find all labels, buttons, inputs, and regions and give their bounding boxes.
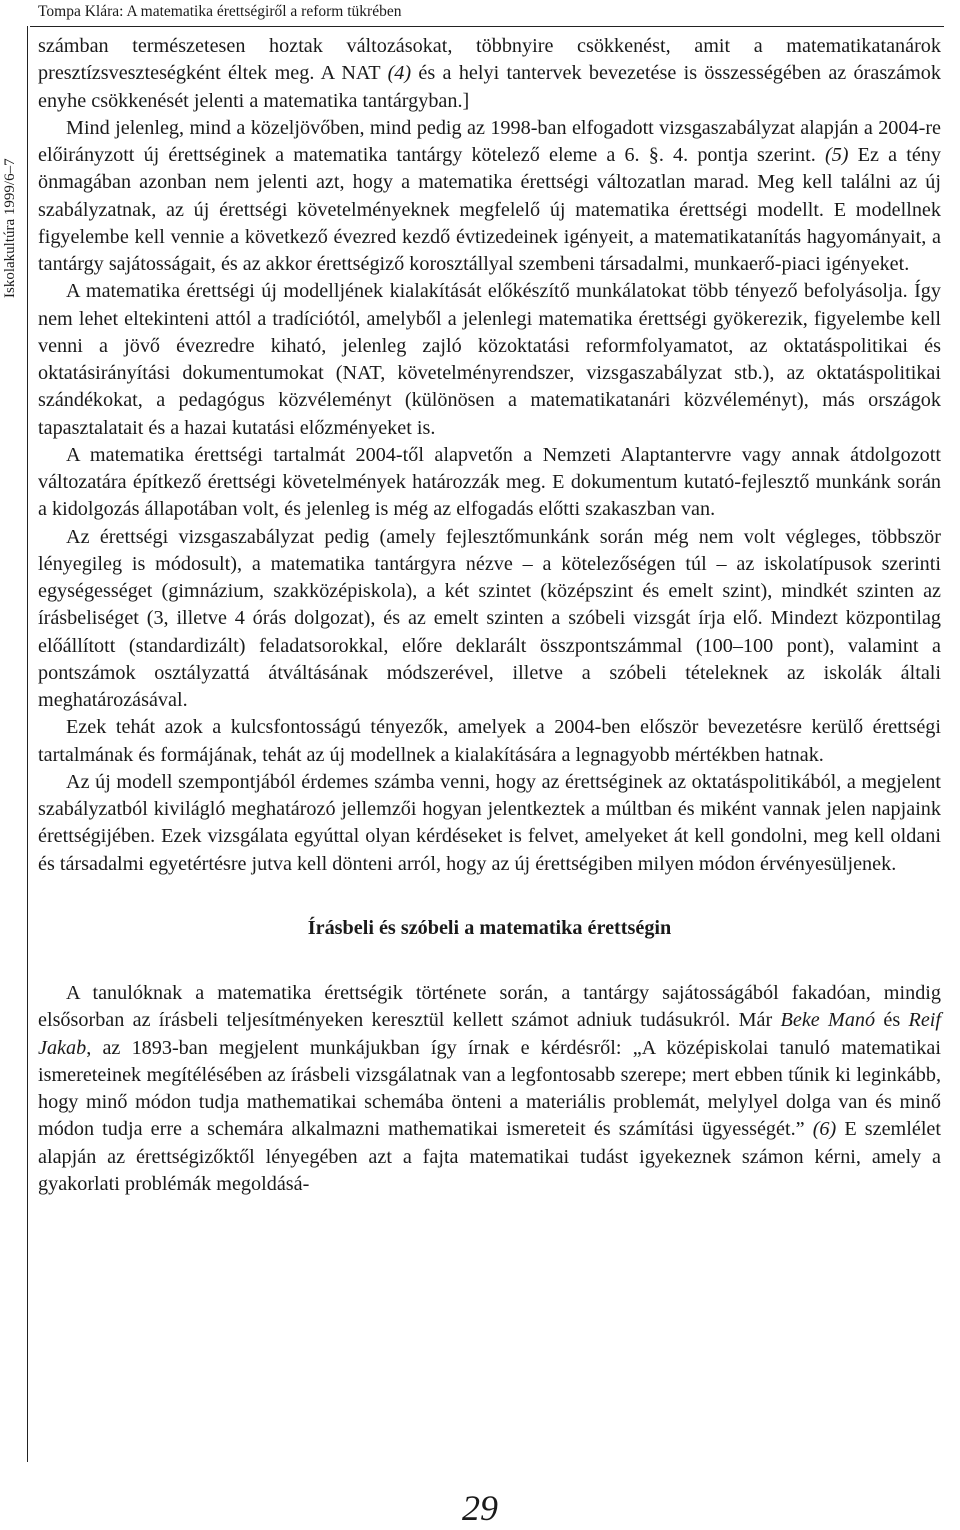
paragraph-6: Ezek tehát azok a kulcsfontosságú tényezők, amelyek a 2004-ben először bevezetésre kerülő érettségi tartalmának és formájának, tehát az új modellnek a kialakítására a legnagyobb mértékben hatnak.: [38, 716, 941, 766]
paragraph-5: Az érettségi vizsgaszabályzat pedig (amely fejlesztőmunkánk során még nem volt végleges, többször lényegileg is módosult), a matematika tantárgyra nézve – a kötelezőségen túl – az iskolatípusok szerinti egységességet (gimnázium, szakközépiskola), a két szintet (középszint és emelt szint), mindkét szinten az írásbeliséget (3, illetve 4 órás dolgozat), és az emelt szinten a szóbeli vizsgát írja elő. Mindezt központilag előállított (standardizált) feladatsorokkal, előre deklarált összpontszámmal (100–100 pont), valamint a pontszámok osztályzattá átváltásának módszerével, illetve a szóbeli tételeknek az iskolák általi meghatározásával.: [38, 525, 941, 711]
citation-ref: (4): [387, 62, 412, 85]
paragraph-2: Mind jelenleg, mind a közeljövőben, mind pedig az 1998-ban elfogadott vizsgaszabályzat alapján a 2004-re előirányzott új érettséginek a matematika tantárgy kötelező eleme a 6. §. 4. pontja szerint. (5) Ez a tény önmagában azonban nem jelenti azt, hogy a matematika érettségi változatlan marad. Meg kell találni az új szabályzatnak, az új érettségi követelményeknek megfelelő új matematika érettségi modellt. E modellnek figyelembe kell vennie a következő évezred kezdő évtizedeinek igényeit, a matematikatanítás hagyományait, a tantárgy sajátosságait, és az akkor érettségiző korosztállyal szembeni társadalmi, munkaerő-piaci igényeket.: [38, 116, 941, 275]
section-heading: Írásbeli és szóbeli a matematika érettségin: [307, 916, 672, 939]
citation-ref: (5): [824, 144, 849, 166]
journal-issue-label: Iskolakultúra 1999/6–7: [2, 158, 18, 298]
author-name: Reif Jakab: [38, 1009, 942, 1059]
paragraph-4: A matematika érettségi tartalmát 2004-től alapvetőn a Nemzeti Alaptantervre vagy annak átdolgozott változatára építkező érettségi követelmények határozzák meg. E dokumentum kutató-fejlesztő munkánk során a kidolgozás állapotában volt, és jelenleg is még az elfogadás előtti szakaszban van.: [38, 443, 941, 521]
page-number: 29: [462, 1488, 498, 1528]
running-head: Tompa Klára: A matematika érettségiről a reform tükrében: [38, 3, 402, 20]
author-name: Beke Manó: [780, 1009, 876, 1032]
paragraph-7: Az új modell szempontjából érdemes számba venni, hogy az érettséginek az oktatáspolitikából, a megjelent szabályzatból kivilágló meghatározó jellemzői hogyan jelentkeztek a múltban és miként vannak jelen napjaink érettségijében. Ezek vizsgálata egyúttal olyan kérdéseket is felvet, amelyeket át kell gondolni, meg kell oldani és társadalmi egyetértésre jutva kell dönteni arról, hogy az új érettségiben milyen módon érvényesüljenek.: [38, 770, 941, 875]
paragraph-1: számban természetesen hoztak változásokat, többnyire csökkenést, amit a matematikatanárok presztízsveszteségként éltek meg. A NAT (4) és a helyi tantervek bevezetése is összességében az óraszámok enyhe csökkenését jelenti a matematika tantárgyban.]: [38, 35, 941, 112]
citation-ref: (6): [812, 1118, 837, 1141]
side-rule: [27, 26, 28, 1462]
paragraph-3: A matematika érettségi új modelljének kialakítását előkészítő munkálatokat több tényező befolyásolja. Így nem lehet eltekinteni attól a tradíciótól, amelyből a jelenlegi matematika érettségi gyökerezik, figyelembe kell venni a jövő évezredre kiható, jelenleg zajló közoktatási reformfolyamatot, az oktatáspolitikai és oktatásirányítási dokumentumokat (NAT, követelményrendszer, vizsgaszabályzat stb.), az oktatáspolitikai szándékokat, a pedagógus közvéleményt (különösen a matematikatanári közvéleményt), más országok tapasztalatait és a hazai kutatási előzményeket is.: [38, 280, 941, 439]
side-label: [0, 18, 24, 318]
section-paragraph: A tanulóknak a matematika érettségik története során, a tantárgy sajátosságából fakadóan, mindig elsősorban az írásbeli teljesítményeken keresztül kellett számot adniuk tudásukról. Már Beke Manó és Reif Jakab, az 1893-ban megjelent munkájukban így írnak e kérdésről: „A középiskolai tanuló matematikai ismereteinek megítélésében az írásbeli vizsgálatnak van a legfontosabb szerepe; mert ebben tűnik ki leginkább, hogy minő módon tudja mathematikai schemába önteni a materiális problemát, melylyel dolga van és minő módon tudja erre a schemára alkalmazni mathematikai ismereteit és számítási ügyességét.” (6) E szemlélet alapján az érettségizőktől lényegében azt a fajta matematikai tudást igyekeznek számon kérni, amely a gyakorlati problémák megoldásá-: [38, 982, 942, 1195]
body-text: [38, 33, 941, 1198]
header-rule: [30, 26, 944, 27]
